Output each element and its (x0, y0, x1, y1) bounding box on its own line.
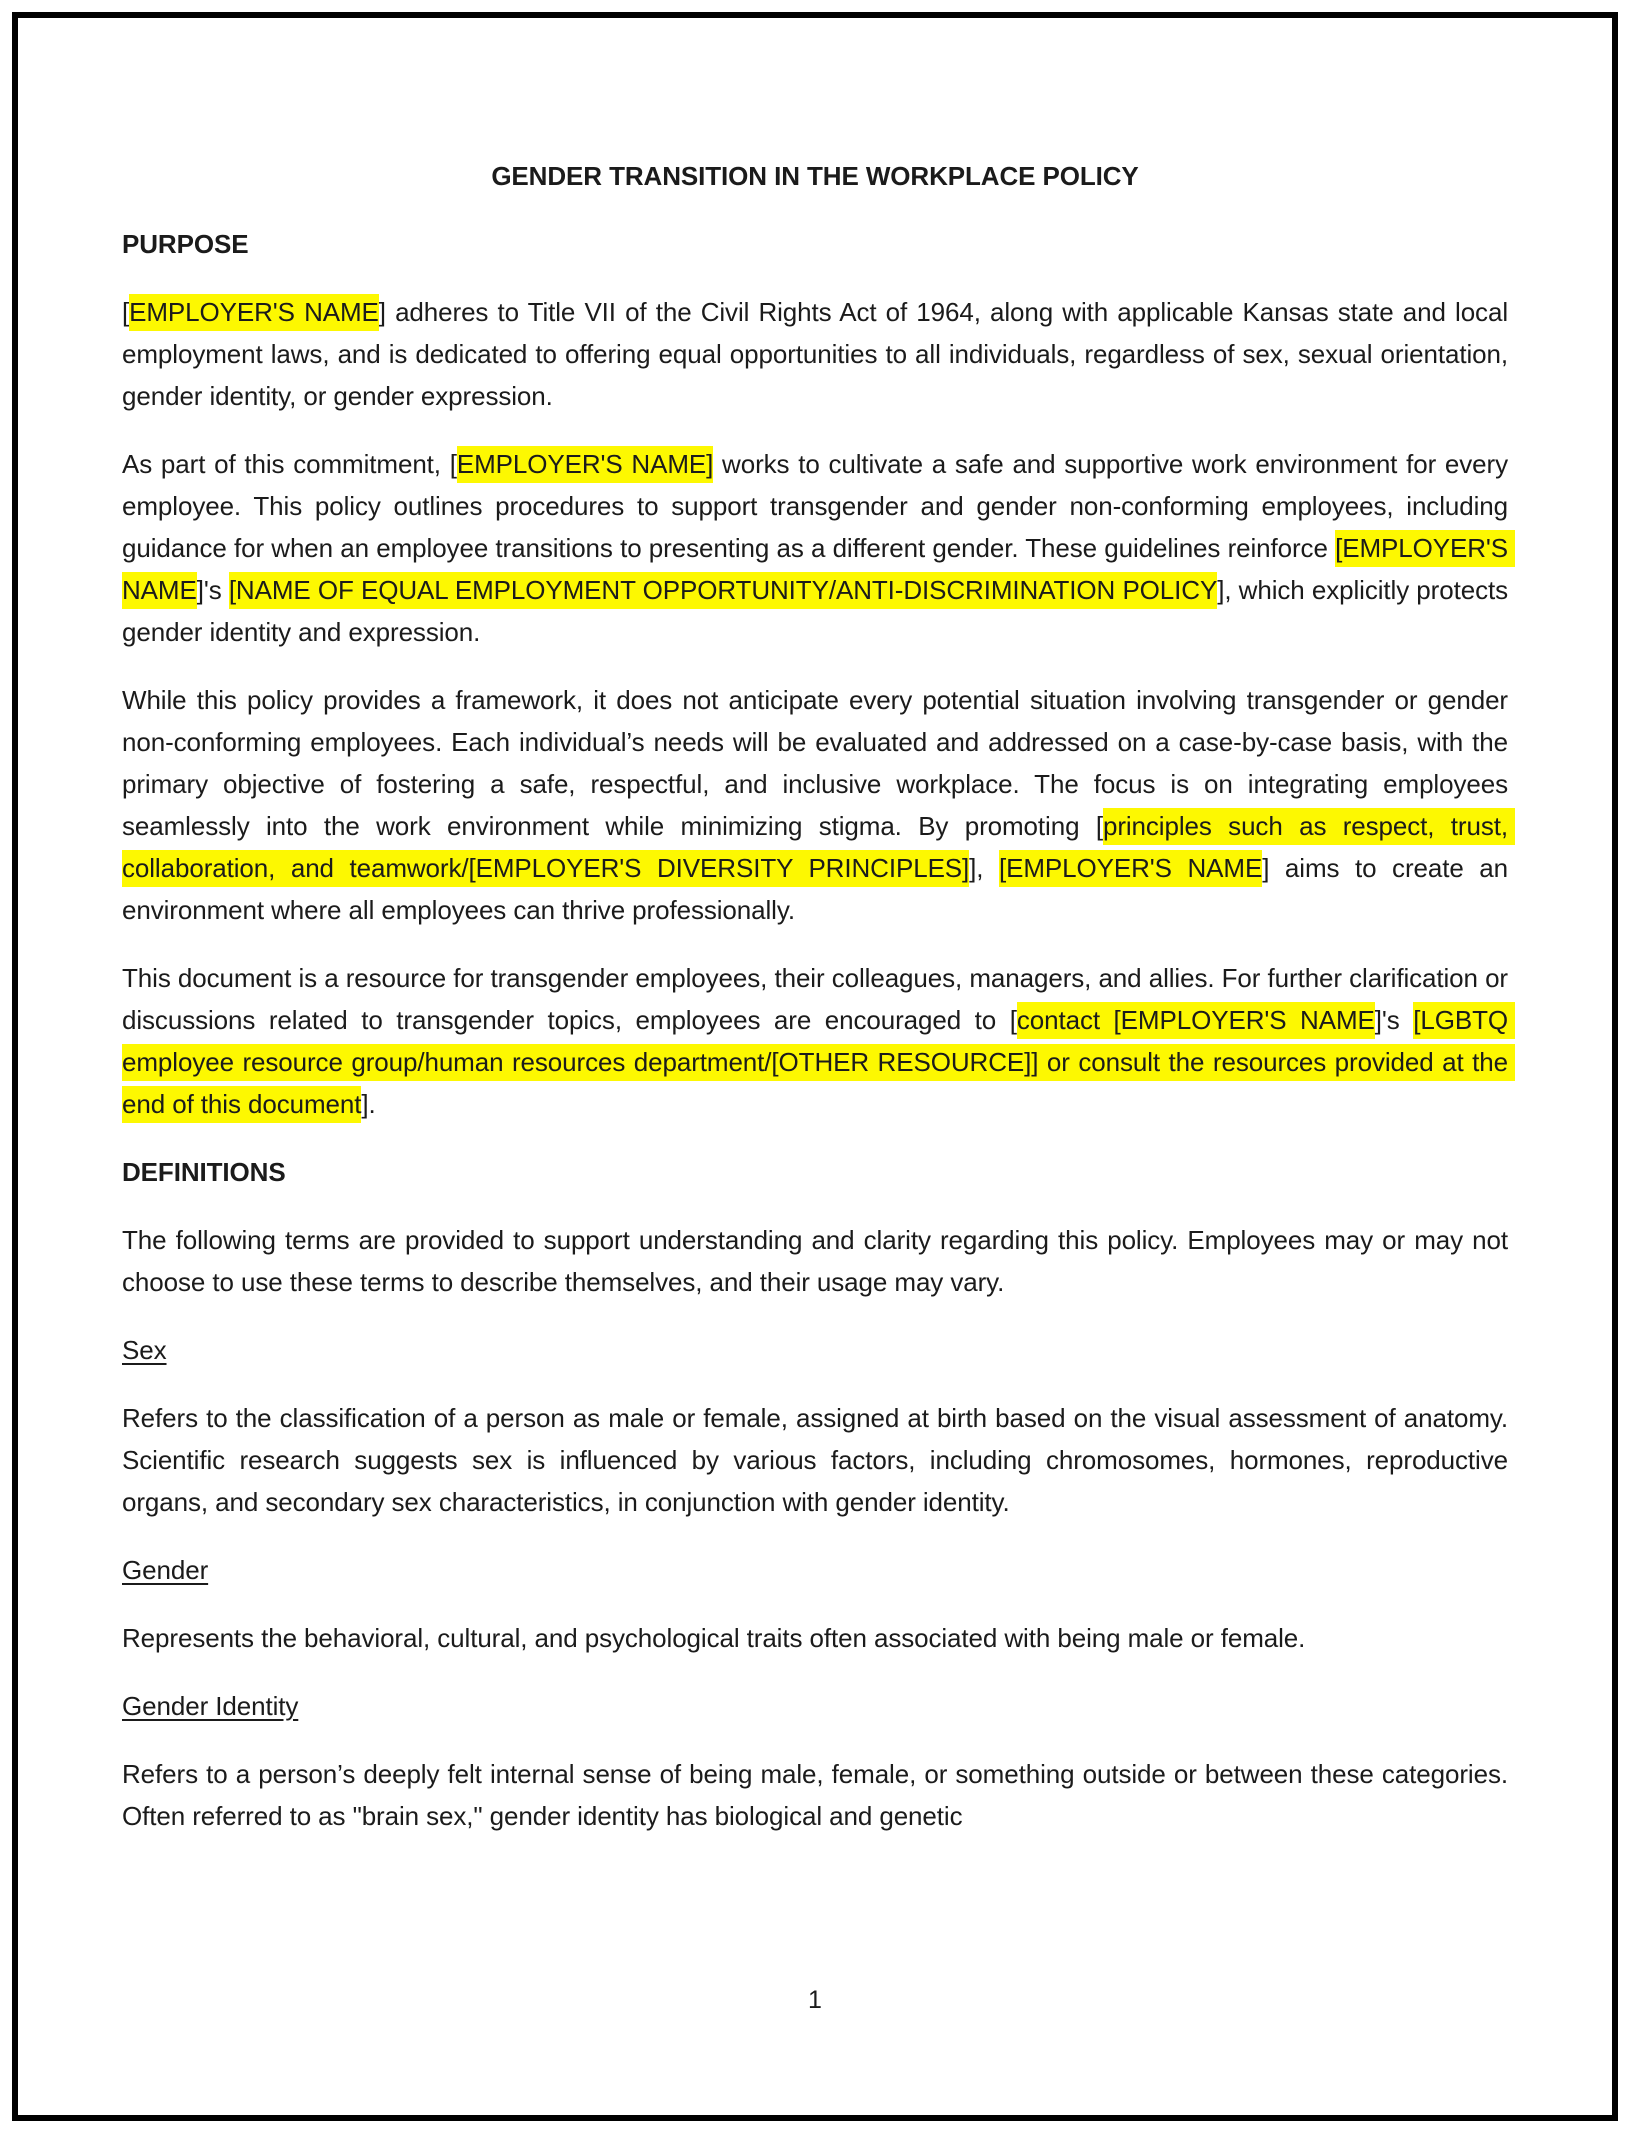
page-number: 1 (808, 1986, 822, 2014)
text-run: ]'s (1374, 1005, 1414, 1035)
section-heading (122, 1151, 1508, 1193)
text-run: DEFINITIONS (122, 1157, 286, 1187)
highlighted-placeholder: contact [EMPLOYER'S NAME (1017, 1002, 1375, 1039)
text-run: The following terms are provided to support understanding and clarity regarding this policy. Employees may or may not choose to use these terms to describe themselves, and their usage may vary. (122, 1225, 1516, 1297)
paragraph (122, 1219, 1516, 1303)
highlighted-placeholder: [NAME OF EQUAL EMPLOYMENT OPPORTUNITY/ANTI-DISCRIMINATION POLICY (229, 572, 1217, 609)
paragraph (122, 1617, 1508, 1659)
text-run: ], which explicitly protects gender identity and expression. (122, 575, 1516, 647)
text-run: Represents the behavioral, cultural, and psychological traits often associated with being male or female. (122, 1623, 1306, 1653)
text-run: [ (122, 297, 130, 327)
text-run: ] aims to create an environment where all employees can thrive professionally. (122, 853, 1516, 925)
text-run: GENDER TRANSITION IN THE WORKPLACE POLICY (491, 161, 1139, 191)
text-run: While this policy provides a framework, it does not anticipate every potential situation involving transgender or gender non-conforming employees. Each individual’s needs will be evaluated and addressed on a case-by-case basis, with the primary objective of fostering a safe, respectful, and inclusive workplace. The focus is on integrating employees seamlessly into the work environment while minimizing stigma. By promoting [ (122, 685, 1516, 841)
text-run: ]'s (196, 575, 229, 605)
text-run: Sex (122, 1335, 167, 1365)
highlighted-placeholder: [LGBTQ employee resource group/human resources department/[OTHER RESOURCE]] or consult the resources provided at the end of this document (122, 1002, 1515, 1123)
term-subheading (122, 1549, 1508, 1591)
document-body (122, 155, 1516, 1863)
text-run: Refers to the classification of a person as male or female, assigned at birth based on the visual assessment of anatomy. Scientific research suggests sex is influenced by various factors, including chromosomes, hormones, reproductive organs, and secondary sex characteristics, in conjunction with gender identity. (122, 1403, 1516, 1517)
paragraph (122, 443, 1516, 653)
section-heading (122, 223, 1508, 265)
paragraph (122, 679, 1516, 931)
text-run: ] adheres to Title VII of the Civil Rights Act of 1964, along with applicable Kansas state and local employment laws, and is dedicated to offering equal opportunities to all individuals, regardless of sex, sexual orientation, gender identity, or gender expression. (122, 297, 1516, 411)
highlighted-placeholder: principles such as respect, trust, collaboration, and teamwork/[EMPLOYER'S DIVERSITY PRINCIPLES] (122, 808, 1515, 887)
text-run: Gender Identity (122, 1691, 299, 1721)
text-run: ]. (361, 1089, 376, 1119)
text-run: ], (969, 853, 999, 883)
term-subheading (122, 1329, 1508, 1371)
text-run: Gender (122, 1555, 209, 1585)
text-run: works to cultivate a safe and supportive work environment for every employee. This policy outlines procedures to support transgender and gender non-conforming employees, including guidance for when an employee transitions to presenting as a different gender. These guidelines reinforce (122, 449, 1516, 563)
highlighted-placeholder: EMPLOYER'S NAME] (457, 446, 713, 483)
document-title (122, 155, 1508, 197)
text-run: PURPOSE (122, 229, 249, 259)
highlighted-placeholder: [EMPLOYER'S NAME (999, 850, 1262, 887)
text-run: Refers to a person’s deeply felt internal sense of being male, female, or something outside or between these categories. Often referred to as "brain sex," gender identity has biological and genetic (122, 1759, 1516, 1831)
text-run: As part of this commitment, [ (122, 449, 457, 479)
term-subheading (122, 1685, 1508, 1727)
paragraph (122, 1753, 1516, 1837)
paragraph (122, 957, 1516, 1125)
paragraph (122, 1397, 1516, 1523)
highlighted-placeholder: EMPLOYER'S NAME (129, 294, 379, 331)
text-run: This document is a resource for transgender employees, their colleagues, managers, and allies. For further clarification or discussions related to transgender topics, employees are encouraged to [ (122, 963, 1516, 1035)
highlighted-placeholder: [EMPLOYER'S NAME (122, 530, 1515, 609)
paragraph (122, 291, 1516, 417)
